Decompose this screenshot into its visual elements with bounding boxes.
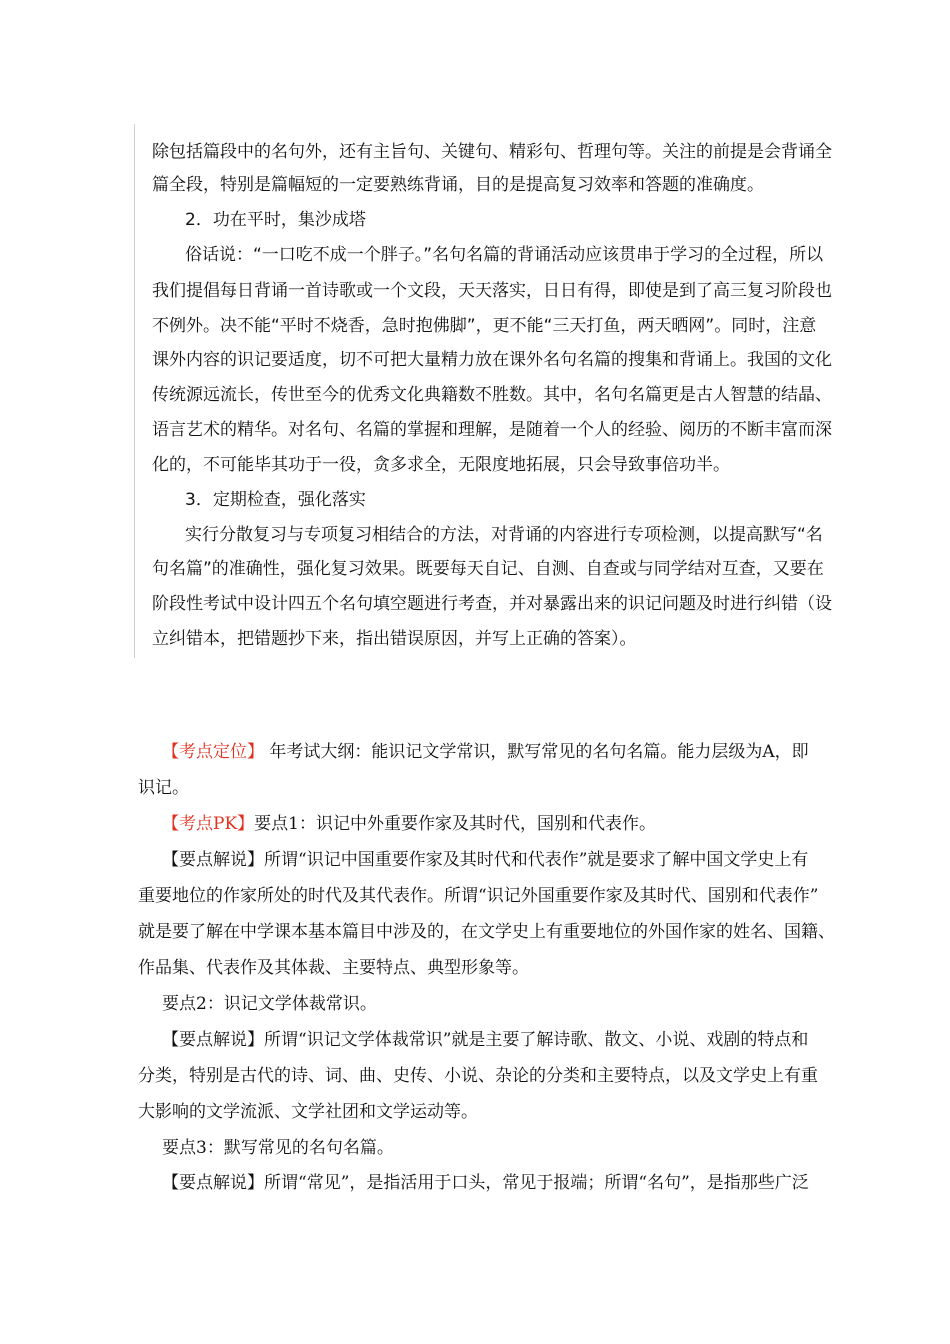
tips-line: 句名篇”的准确性，强化复习效果。既要每天自记、自测、自查或与同学结对互查，又要在: [152, 559, 824, 579]
point-2-heading: 要点2：识记文学体裁常识。: [162, 994, 377, 1014]
explanation-1-line: 作品集、代表作及其体裁、主要特点、典型形象等。: [138, 958, 529, 978]
point-3-heading: 要点3：默写常见的名句名篇。: [162, 1138, 394, 1158]
explanation-2-line: 【要点解说】所谓“识记文学体裁常识”就是主要了解诗歌、散文、小说、戏剧的特点和: [162, 1030, 809, 1050]
tips-line: 课外内容的识记要适度，切不可把大量精力放在课外名句名篇的搜集和背诵上。我国的文化: [152, 350, 832, 370]
tips-line: 不例外。决不能“平时不烧香，急时抱佛脚”，更不能“三天打鱼，两天晒网”。同时，注意: [152, 316, 817, 336]
kaodian-text: 年考试大纲：能识记文学常识，默写常见的名句名篇。能力层级为A，即: [264, 742, 809, 762]
tip-2-heading: 2．功在平时，集沙成塔: [185, 210, 366, 230]
pk-line: [162, 812, 656, 836]
explanation-2-line: 大影响的文学流派、文学社团和文学运动等。: [138, 1102, 478, 1122]
tips-line: 阶段性考试中设计四五个名句填空题进行考查，并对暴露出来的识记问题及时进行纠错（设: [152, 594, 832, 614]
tips-line: 俗话说：“一口吃不成一个胖子。”名句名篇的背诵活动应该贯串于学习的全过程，所以: [185, 245, 824, 265]
explanation-2-line: 分类，特别是古代的诗、词、曲、史传、小说、杂论的分类和主要特点，以及文学史上有重: [138, 1066, 818, 1086]
explanation-1-line: 就是要了解在中学课本基本篇目中涉及的，在文学史上有重要地位的外国作家的姓名、国籍、: [138, 922, 835, 942]
study-tips-section: [134, 124, 832, 658]
tips-line: 语言艺术的精华。对名句、名篇的掌握和理解，是随着一个人的经验、阅历的不断丰富而深: [152, 420, 832, 440]
tips-line: 实行分散复习与专项复习相结合的方法，对背诵的内容进行专项检测，以提高默写“名: [185, 525, 823, 545]
kaodian-tag: 【考点定位】: [162, 742, 264, 762]
explanation-1-line: 重要地位的作家所处的时代及其代表作。所谓“识记外国重要作家及其时代、国别和代表作”: [138, 886, 819, 906]
tips-line: 篇全段，特别是篇幅短的一定要熟练背诵，目的是提高复习效率和答题的准确度。: [152, 175, 764, 195]
kaodian-line: [162, 740, 809, 764]
pk-text: 要点1：识记中外重要作家及其时代，国别和代表作。: [254, 814, 656, 834]
kaodian-continuation: 识记。: [138, 778, 189, 798]
tips-line: 传统源远流长，传世至今的优秀文化典籍数不胜数。其中，名句名篇更是古人智慧的结晶、: [152, 385, 832, 405]
pk-tag: 【考点PK】: [162, 814, 255, 834]
tips-line: 化的，不可能毕其功于一役，贪多求全，无限度地拓展，只会导致事倍功半。: [152, 455, 730, 475]
tips-line: 我们提倡每日背诵一首诗歌或一个文段，天天落实，日日有得，即使是到了高三复习阶段也: [152, 281, 832, 301]
tips-line: 立纠错本，把错题抄下来，指出错误原因，并写上正确的答案）。: [152, 629, 637, 649]
tip-3-heading: 3．定期检查，强化落实: [185, 490, 366, 510]
explanation-1-line: 【要点解说】所谓“识记中国重要作家及其时代和代表作”就是要求了解中国文学史上有: [162, 850, 809, 870]
tips-line: 除包括篇段中的名句外，还有主旨句、关键句、精彩句、哲理句等。关注的前提是会背诵全: [152, 142, 832, 162]
explanation-3-line: 【要点解说】所谓“常见”，是指活用于口头，常见于报端；所谓“名句”，是指那些广泛: [162, 1173, 809, 1193]
